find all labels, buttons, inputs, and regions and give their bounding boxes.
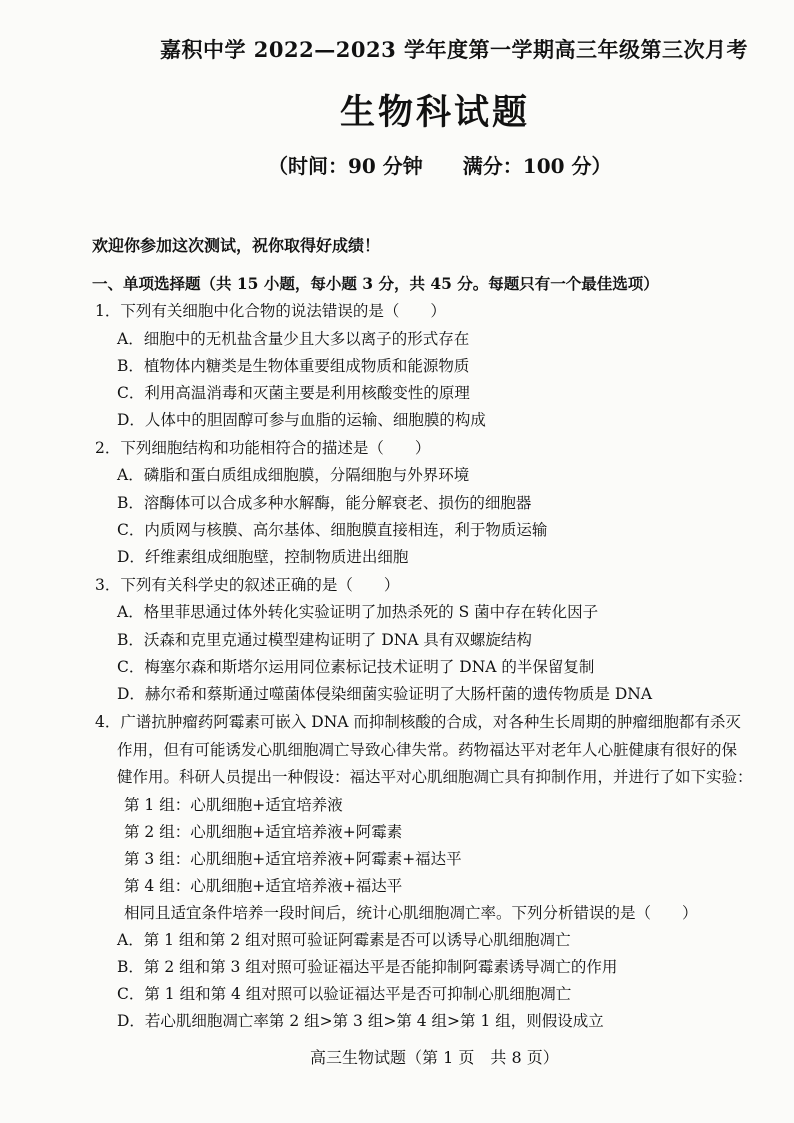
- question-3-option-c: C．梅塞尔森和斯塔尔运用同位素标记技术证明了 DNA 的半保留复制: [117, 658, 595, 676]
- question-1-option-c: C．利用高温消毒和灭菌主要是利用核酸变性的原理: [117, 384, 470, 402]
- page-footer: 高三生物试题（第 1 页 共 8 页）: [310, 1048, 559, 1067]
- question-3-option-d: D．赫尔希和蔡斯通过噬菌体侵染细菌实验证明了大肠杆菌的遗传物质是 DNA: [117, 685, 653, 703]
- question-4-option-b: B．第 2 组和第 3 组对照可验证福达平是否能抑制阿霉素诱导凋亡的作用: [117, 958, 618, 976]
- question-4-stem-line-3: 健作用。科研人员提出一种假设：福达平对心肌细胞凋亡具有抑制作用，并进行了如下实验：: [117, 768, 753, 786]
- question-3-option-a: A．格里菲思通过体外转化实验证明了加热杀死的 S 菌中存在转化因子: [117, 603, 599, 621]
- question-1-option-b: B．植物体内糖类是生物体重要组成物质和能源物质: [117, 357, 470, 375]
- section-heading: 一、单项选择题（共 15 小题，每小题 3 分，共 45 分。每题只有一个最佳选项）: [92, 274, 659, 293]
- question-4-group-3: 第 3 组：心肌细胞+适宜培养液+阿霉素+福达平: [124, 850, 462, 868]
- question-2-option-a: A．磷脂和蛋白质组成细胞膜，分隔细胞与外界环境: [117, 466, 470, 484]
- question-4-option-a: A．第 1 组和第 2 组对照可验证阿霉素是否可以诱导心肌细胞凋亡: [117, 931, 571, 949]
- question-2-option-c: C．内质网与核膜、高尔基体、细胞膜直接相连，利于物质运输: [117, 521, 548, 539]
- exam-duration-score: （时间：90 分钟 满分：100 分）: [268, 154, 612, 178]
- question-4-prompt: 相同且适宜条件培养一段时间后，统计心肌细胞凋亡率。下列分析错误的是（ ）: [124, 904, 698, 922]
- question-1-option-d: D．人体中的胆固醇可参与血脂的运输、细胞膜的构成: [117, 411, 486, 429]
- exam-header: 嘉积中学 2022—2023 学年度第一学期高三年级第三次月考: [160, 37, 749, 62]
- question-4-group-4: 第 4 组：心肌细胞+适宜培养液+福达平: [124, 877, 403, 895]
- question-1-option-a: A．细胞中的无机盐含量少且大多以离子的形式存在: [117, 330, 470, 348]
- question-2-option-d: D．纤维素组成细胞壁，控制物质进出细胞: [117, 548, 409, 566]
- question-3-option-b: B．沃森和克里克通过模型建构证明了 DNA 具有双螺旋结构: [117, 631, 532, 649]
- question-1-stem: 1．下列有关细胞中化合物的说法错误的是（ ）: [95, 302, 446, 320]
- welcome-message: 欢迎你参加这次测试，祝你取得好成绩！: [92, 236, 381, 255]
- question-2-option-b: B．溶酶体可以合成多种水解酶，能分解衰老、损伤的细胞器: [117, 494, 532, 512]
- question-4-stem: 4．广谱抗肿瘤药阿霉素可嵌入 DNA 而抑制核酸的合成，对各种生长周期的肿瘤细胞都有杀灭: [95, 713, 741, 731]
- question-4-group-1: 第 1 组：心肌细胞+适宜培养液: [124, 796, 343, 814]
- question-4-option-c: C．第 1 组和第 4 组对照可以验证福达平是否可抑制心肌细胞凋亡: [117, 985, 572, 1003]
- page-title: 生物科试题: [340, 92, 531, 133]
- question-2-stem: 2．下列细胞结构和功能相符合的描述是（ ）: [95, 439, 431, 457]
- question-4-stem-line-2: 作用，但有可能诱发心肌细胞凋亡导致心律失常。药物福达平对老年人心脏健康有很好的保: [117, 741, 738, 759]
- question-4-group-2: 第 2 组：心肌细胞+适宜培养液+阿霉素: [124, 823, 403, 841]
- question-4-option-d: D．若心肌细胞凋亡率第 2 组>第 3 组>第 4 组>第 1 组，则假设成立: [117, 1012, 604, 1030]
- question-3-stem: 3．下列有关科学史的叙述正确的是（ ）: [95, 576, 400, 594]
